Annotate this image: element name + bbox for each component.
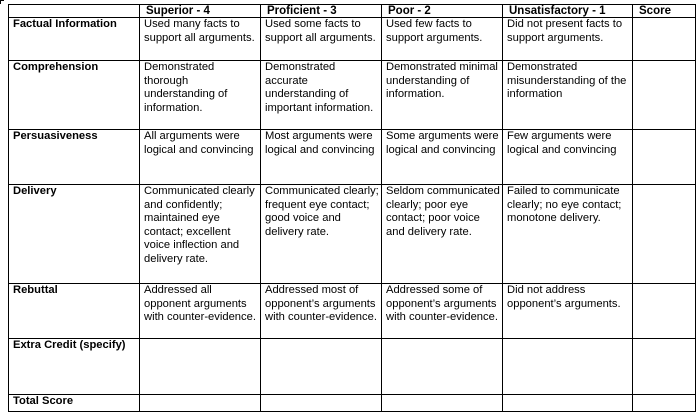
cell-poor: Seldom communicated clearly; poor eye contact; poor voice and delivery rate. [382,185,503,284]
header-superior: Superior - 4 [140,5,261,18]
cell-score [633,18,696,61]
cell-superior: Addressed all opponent arguments with counter-evidence. [140,284,261,339]
rubric-table [8,4,696,412]
cell-unsatisfactory: Did not address opponent’s arguments. [503,284,633,339]
cell-unsatisfactory [503,395,633,412]
margin-corner-mark [0,0,4,4]
criterion-label: Persuasiveness [9,130,140,185]
row-factual-information [9,18,696,61]
cell-poor [382,339,503,395]
row-extra-credit [9,339,696,395]
criterion-label: Delivery [9,185,140,284]
row-comprehension [9,61,696,130]
row-persuasiveness [9,130,696,185]
cell-score [633,339,696,395]
cell-unsatisfactory: Did not present facts to support arguments. [503,18,633,61]
header-row [9,5,696,18]
cell-proficient: Used some facts to support all arguments. [261,18,382,61]
cell-unsatisfactory: Failed to communicate clearly; no eye contact; monotone delivery. [503,185,633,284]
header-proficient: Proficient - 3 [261,5,382,18]
cell-score [633,61,696,130]
cell-unsatisfactory: Few arguments were logical and convincing [503,130,633,185]
cell-poor: Addressed some of opponent’s arguments with counter-evidence. [382,284,503,339]
cell-proficient: Demonstrated accurate understanding of important information. [261,61,382,130]
cell-poor: Used few facts to support arguments. [382,18,503,61]
header-criterion [9,5,140,18]
cell-proficient [261,395,382,412]
header-poor: Poor - 2 [382,5,503,18]
header-score: Score [633,5,696,18]
cell-superior [140,395,261,412]
cell-proficient: Addressed most of opponent’s arguments with counter-evidence. [261,284,382,339]
cell-proficient [261,339,382,395]
row-total-score [9,395,696,412]
cell-score [633,284,696,339]
cell-score [633,395,696,412]
cell-poor [382,395,503,412]
cell-superior: All arguments were logical and convincing [140,130,261,185]
row-rebuttal [9,284,696,339]
cell-superior: Communicated clearly and confidently; maintained eye contact; excellent voice inflection and delivery rate. [140,185,261,284]
cell-superior: Used many facts to support all arguments. [140,18,261,61]
cell-score [633,185,696,284]
cell-poor: Some arguments were logical and convincing [382,130,503,185]
cell-unsatisfactory: Demonstrated misunderstanding of the information [503,61,633,130]
cell-poor: Demonstrated minimal understanding of information. [382,61,503,130]
cell-superior [140,339,261,395]
criterion-label: Factual Information [9,18,140,61]
cell-proficient: Most arguments were logical and convincing [261,130,382,185]
criterion-label: Extra Credit (specify) [9,339,140,395]
cell-proficient: Communicated clearly; frequent eye contact; good voice and delivery rate. [261,185,382,284]
cell-score [633,130,696,185]
cell-superior: Demonstrated thorough understanding of information. [140,61,261,130]
header-unsatisfactory: Unsatisfactory - 1 [503,5,633,18]
row-delivery [9,185,696,284]
criterion-label: Total Score [9,395,140,412]
cell-unsatisfactory [503,339,633,395]
criterion-label: Rebuttal [9,284,140,339]
criterion-label: Comprehension [9,61,140,130]
